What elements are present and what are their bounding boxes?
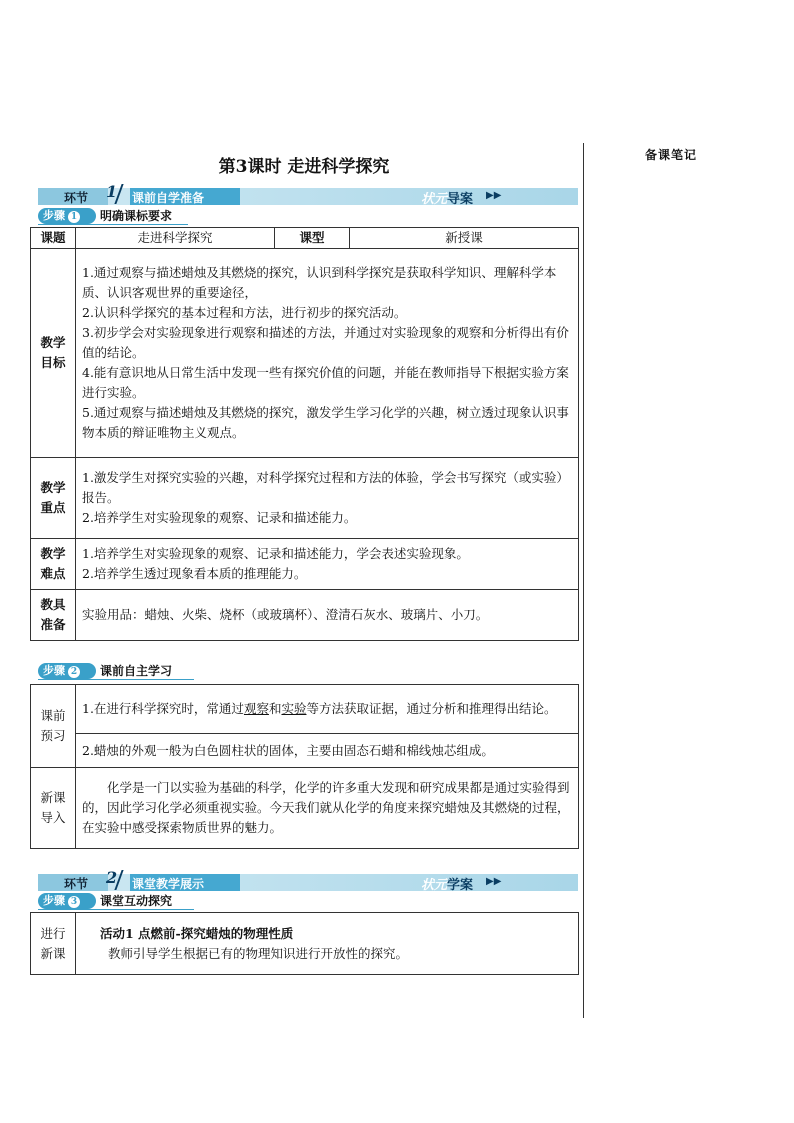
step-badge: 步骤 3 xyxy=(38,893,96,909)
tools-label: 教具 准备 xyxy=(31,590,76,641)
key-label: 教学 重点 xyxy=(31,458,76,539)
step-name: 课堂互动探究 xyxy=(100,894,173,908)
double-arrow-icon: ▶▶ xyxy=(486,190,502,201)
section-label: 环节 xyxy=(64,877,89,891)
step-name: 课前自主学习 xyxy=(100,664,173,678)
difficulty-item: 2.培养学生透过现象看本质的推理能力。 xyxy=(82,566,307,581)
goals-table xyxy=(30,227,579,641)
activity-title: 活动1 点燃前-探究蜡烛的物理性质 xyxy=(100,925,294,941)
difficulty-label: 教学 难点 xyxy=(31,539,76,590)
notes-title: 备课笔记 xyxy=(645,148,698,162)
section-number: 2 xyxy=(106,868,118,887)
goals-content xyxy=(76,249,579,458)
type-label: 课型 xyxy=(275,228,350,249)
section-banner-2 xyxy=(38,868,578,893)
section-tag: 状元导案 xyxy=(421,192,474,207)
step-name: 明确课标要求 xyxy=(100,209,173,223)
goal-item: 3.初步学会对实验现象进行观察和描述的方法，并通过对实验现象的观察和分析得出有价值的结论。 xyxy=(82,325,569,360)
type-value: 新授课 xyxy=(350,228,579,249)
preview-item-2: 2.蜡烛的外观一般为白色圆柱状的固体，主要由固态石蜡和棉线烛芯组成。 xyxy=(76,734,579,768)
key-item: 2.培养学生对实验现象的观察、记录和描述能力。 xyxy=(82,510,357,525)
section-label: 环节 xyxy=(64,191,89,205)
goal-item: 2.认识科学探究的基本过程和方法，进行初步的探究活动。 xyxy=(82,305,407,320)
goal-item: 4.能有意识地从日常生活中发现一些有探究价值的问题，并能在教师指导下根据实验方案进行实验。 xyxy=(82,365,569,400)
page-title: 第3课时 走进科学探究 xyxy=(218,157,390,177)
new-lesson-label: 进行 新课 xyxy=(31,913,76,975)
activity-text: 教师引导学生根据已有的物理知识进行开放性的探究。 xyxy=(108,945,409,961)
section-tag: 状元学案 xyxy=(421,878,474,893)
goal-item: 1.通过观察与描述蜡烛及其燃烧的探究，认识到科学探究是获取科学知识、理解科学本质、认识客观世界的重要途径， xyxy=(82,265,557,300)
preview-label: 课前 预习 xyxy=(31,685,76,768)
double-arrow-icon: ▶▶ xyxy=(486,876,502,887)
section-name: 课堂教学展示 xyxy=(132,877,205,891)
intro-label: 新课 导入 xyxy=(31,768,76,849)
difficulty-content xyxy=(76,539,579,590)
key-item: 1.激发学生对探究实验的兴趣，对科学探究过程和方法的体验，学会书写探究（或实验）报告。 xyxy=(82,470,569,505)
section-name: 课前自学准备 xyxy=(132,191,205,205)
new-lesson-content xyxy=(76,913,579,975)
topic-label: 课题 xyxy=(31,228,76,249)
preview-item-1: 1.在进行科学探究时，常通过观察和实验等方法获取证据，通过分析和推理得出结论。 xyxy=(76,685,579,734)
difficulty-item: 1.培养学生对实验现象的观察、记录和描述能力，学会表述实验现象。 xyxy=(82,546,469,561)
goal-item: 5.通过观察与描述蜡烛及其燃烧的探究，激发学生学习化学的兴趣，树立透过现象认识事物本质的辩证唯物主义观点。 xyxy=(82,405,569,440)
notes-divider xyxy=(583,143,584,1018)
step-badge: 步骤 1 xyxy=(38,208,96,224)
blank-answer: 观察 xyxy=(243,701,269,716)
section-banner-1 xyxy=(38,182,578,207)
new-lesson-table xyxy=(30,912,579,975)
intro-content: 化学是一门以实验为基础的科学，化学的许多重大发现和研究成果都是通过实验得到的，因此学习化学必须重视实验。今天我们就从化学的角度来探究蜡烛及其燃烧的过程，在实验中感受探索物质世界的魅力。 xyxy=(76,768,579,849)
tools-content: 实验用品：蜡烛、火柴、烧杯（或玻璃杯）、澄清石灰水、玻璃片、小刀。 xyxy=(76,590,579,641)
section-number: 1 xyxy=(106,182,118,201)
blank-answer: 实验 xyxy=(281,701,307,716)
key-content xyxy=(76,458,579,539)
preview-table xyxy=(30,684,579,849)
goals-label: 教学 目标 xyxy=(31,249,76,458)
step-badge: 步骤 2 xyxy=(38,663,96,679)
topic-value: 走进科学探究 xyxy=(76,228,275,249)
